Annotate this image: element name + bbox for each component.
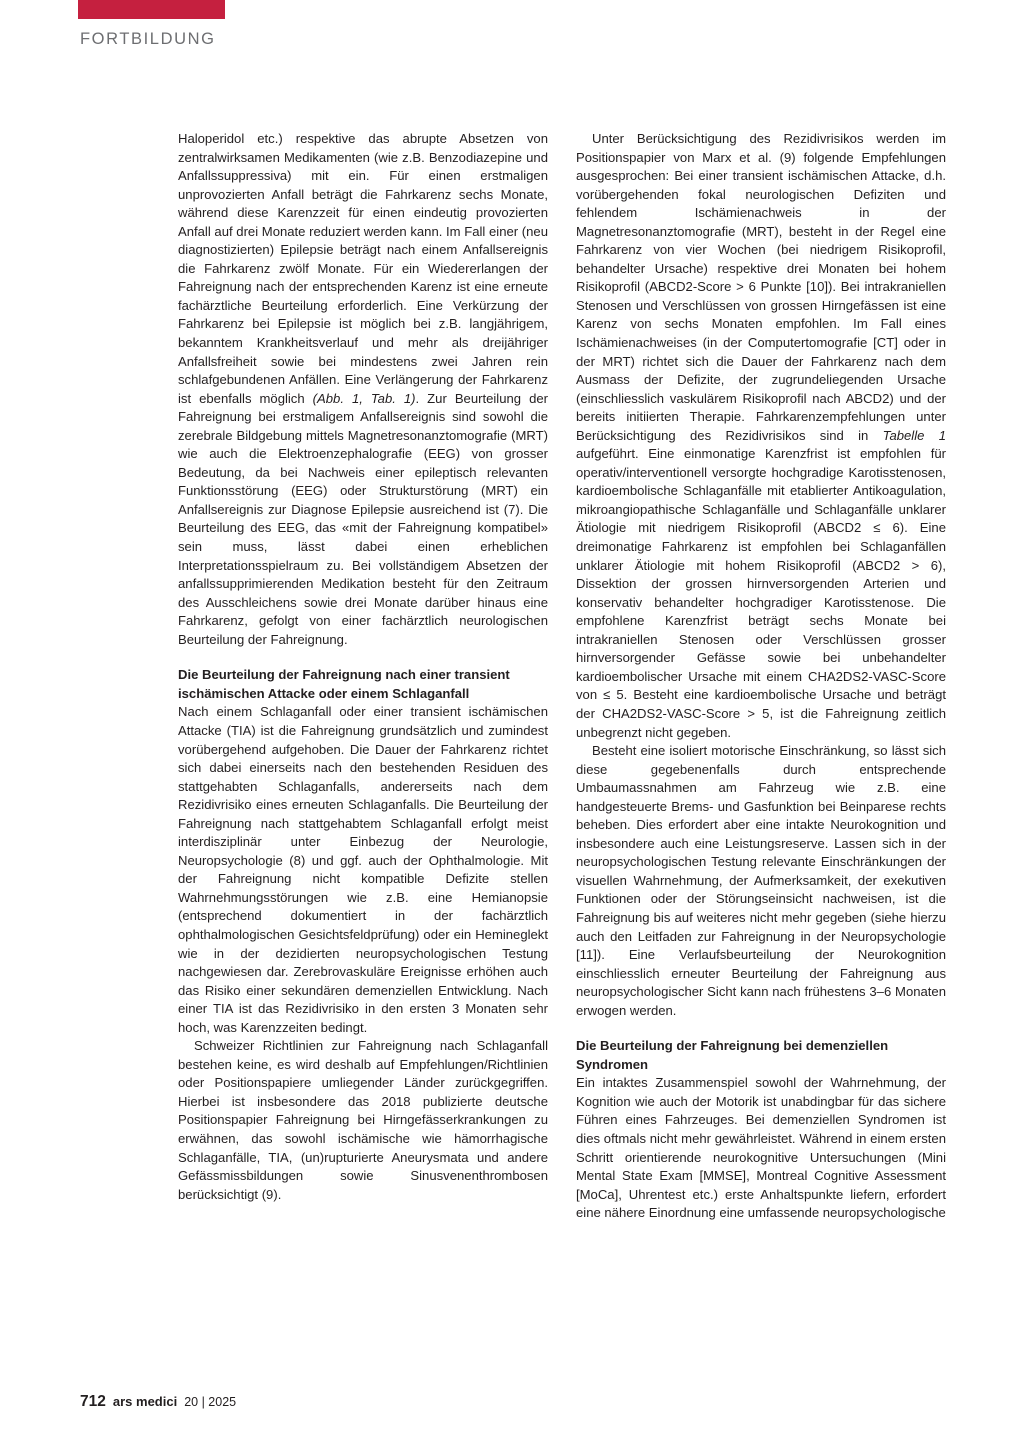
section-heading-stroke: Die Beurteilung der Fahreignung nach einer transient ischämischen Attacke oder einem Schlaganfall — [178, 667, 510, 701]
paragraph-left-1 — [178, 130, 548, 649]
running-head: FORTBILDUNG — [80, 30, 216, 48]
paragraph-right-3: Ein intaktes Zusammenspiel sowohl der Wahrnehmung, der Kognition wie auch der Motorik ist unabdingbar für das sichere Führen eines Fahrzeuges. Bei demenziellen Syndromen ist dies oftmals nicht mehr gewährleistet. Während in einem ersten Schritt orientierende neurokognitive Untersuchungen (Mini Mental State Exam [MMSE], Montreal Cognitive Assessment [MoCa], Uhrentest etc.) erste Anhaltspunkte liefern, erfordert eine nähere Einordnung eine umfassende neuropsychologische — [576, 1075, 946, 1221]
paragraph-left-2: Nach einem Schlaganfall oder einer transient ischämischen Attacke (TIA) ist die Fahreignung grundsätzlich und zumindest vorübergehend aufgehoben. Die Dauer der Fahrkarenz richtet sich dabei einerseits nach den bestehenden Residuen des stattgehabten Schlaganfalls, andererseits nach dem Rezidivrisiko eines erneuten Schlaganfalls. Die Beurteilung der Fahreignung nach stattgehabtem Schlaganfall erfolgt meist interdisziplinär unter Einbezug der Neurologie, Neuropsychologie (8) und ggf. auch der Ophthalmologie. Mit der Fahreignung nicht kompatible Defizite stellen Wahrnehmungsstörungen wie z.B. eine Hemianopsie (entsprechend dokumentiert in der fachärztlich ophthalmologischen Gesichtsfeldprüfung) oder ein Hemineglekt wie in der dezidierten neuropsychologischen Testung nachgewiesen dar. Zerebrovaskuläre Ereignisse erhöhen auch das Risiko einer sekundären demenziellen Entwicklung. Nach einer TIA ist das Rezidivrisiko in den ersten 3 Monaten sehr hoch, was Karenzzeiten bedingt. — [178, 704, 548, 1035]
paragraph-right-1-continued: aufgeführt. Eine einmonatige Karenzfrist ist empfohlen für operativ/interventionell versorgte hochgradige Karotisstenosen, kardioembolische Schlaganfälle mit etablierter Antikoagulation, mikroangiopathische Schlaganfälle und Schlaganfälle unklarer Ätiologie mit niedrigem Risikoprofil (ABCD2 ≤ 6). Eine dreimonatige Fahrkarenz ist empfohlen bei Schlaganfällen unklarer Ätiologie mit hohem Risikoprofil (ABCD2 > 6), Dissektion der grossen hirnversorgenden Arterien und konservativ behandelter hochgradiger Karotisstenose. Die empfohlene Karenzfrist beträgt sechs Monate bei intrakraniellen Stenosen oder Verschlüssen grosser hirnversorgender Gefässe sowie bei unbehandelter kardioembolischer Ursache mit einem CHA2DS2-VASC-Score von ≤ 5. Besteht eine kardioembolische Ursache und beträgt der CHA2DS2-VASC-Score > 5, ist die Fahreignung zeitlich unbegrenzt nicht gegeben. — [576, 446, 946, 740]
accent-corner-mark — [78, 0, 225, 19]
paragraph-right-1 — [576, 130, 946, 742]
journal-issue: 20 | 2025 — [184, 1395, 237, 1409]
paragraph-right-1-table-ref: Tabelle 1 — [882, 427, 946, 443]
paragraph-left-3: Schweizer Richtlinien zur Fahreignung nach Schlaganfall bestehen keine, es wird deshalb auf Empfehlungen/Richtlinien oder Positionspapiere umliegender Länder zurückgegriffen. Hierbei ist insbesondere das 2018 publizierte deutsche Positionspapier Fahreignung bei Hirngefässerkrankungen zu erwähnen, das sowohl ischämische wie hämorrhagische Schlaganfälle, TIA, (un)rupturierte Aneurysmata und andere Gefässmissbildungen sowie Sinusvenenthrombosen berücksichtigt (9). — [178, 1038, 548, 1202]
paragraph-left-1-continued: . Zur Beurteilung der Fahreignung bei erstmaligem Anfallsereignis sind sowohl die zerebrale Bildgebung mittels Magnetresonanztomografie (MRT) wie auch die Elektroenzephalografie (EEG) von grosser Bedeutung, da bei Nachweis einer epileptisch relevanten Funktionsstörung (EEG) oder Strukturstörung (MRT) ein Anfallsereignis zur Diagnose Epilepsie ausreichend ist (7). Die Beurteilung des EEG, das «mit der Fahreignung kompatibel» sein muss, lässt dabei einen erheblichen Interpretationsspielraum zu. Bei vollständigem Absetzen der anfallssupprimierenden Medikation besteht für den Zeitraum des Ausschleichens sowie drei Monate darüber hinaus eine Fahrkarenz, gefolgt von einer fachärztlich neurologischen Beurteilung der Fahreignung. — [178, 390, 548, 647]
section-heading-dementia: Die Beurteilung der Fahreignung bei demenziellen Syndromen — [576, 1038, 889, 1072]
right-column — [576, 130, 946, 1223]
paragraph-right-2: Besteht eine isoliert motorische Einschränkung, so lässt sich diese gegebenenfalls durch entsprechende Umbaumassnahmen am Fahrzeug wie z.B. eine handgesteuerte Brems- und Gasfunktion bei Beinparese rechts beheben. Dies erfordert aber eine intakte Neurokognition und insbesondere auch eine Leistungsreserve. Lassen sich in der neuropsychologischen Testung relevante Einschränkungen der visuellen Wahrnehmung, der Aufmerksamkeit, der exekutiven Funktionen oder der Störungseinsicht nachweisen, ist die Fahreignung bis auf weiteres nicht mehr gegeben (siehe hierzu auch den Leitfaden zur Fahreignung in der Neuropsychologie [11]). Eine Verlaufsbeurteilung der Neurokognition einschliesslich erneuter Beurteilung der Fahreignung aus neuropsychologischer Sicht kann nach frühestens 3–6 Monaten erwogen werden. — [576, 743, 946, 1018]
paragraph-left-1-figure-ref: (Abb. 1, Tab. 1) — [312, 390, 416, 406]
page-number: 712 — [80, 1393, 106, 1410]
paragraph-left-1-text: Haloperidol etc.) respektive das abrupte Absetzen von zentralwirksamen Medikamenten (wie z.B. Benzodiazepine und Anfallssuppressiva) mit ein. Für einen erstmaligen unprovozierten Anfall beträgt die Fahrkarenz sechs Monate, während diese Karenzzeit für einen eindeutig provozierten Anfall auf drei Monate reduziert werden kann. Im Fall einer (neu diagnostizierten) Epilepsie beträgt nach einem Anfallsereignis die Fahrkarenz zwölf Monate. Für ein Wiedererlangen der Fahreignung nach der entsprechenden Karenz ist eine erneute fachärztliche Beurteilung erforderlich. Eine Verkürzung der Fahrkarenz bei Epilepsie ist möglich bei z.B. langjährigem, bekanntem Krankheitsverlauf und mehr als dreijähriger Anfallsfreiheit sowie bei mindestens zwei Jahren rein schlafgebundenen Anfällen. Eine Verlängerung der Fahrkarenz ist ebenfalls möglich — [178, 131, 548, 406]
journal-name: ars medici — [112, 1394, 178, 1409]
left-column — [178, 130, 548, 1223]
article-body — [178, 130, 946, 1223]
page-footer — [80, 1393, 236, 1411]
paragraph-right-1-text: Unter Berücksichtigung des Rezidivrisikos werden im Positionspapier von Marx et al. (9) folgende Empfehlungen ausgesprochen: Bei einer transient ischämischen Attacke, d.h. vorübergehenden fokal neurologischen Defiziten und fehlendem Ischämienachweis in der Magnetresonanztomografie (MRT), besteht in der Regel eine Fahrkarenz von vier Wochen (bei niedrigem Risikoprofil, behandelter Ursache) respektive drei Monaten bei hohem Risikoprofil (ABCD2-Score > 6 Punkte [10]). Bei intrakraniellen Stenosen und Verschlüssen von grossen Hirngefässen ist eine Karenz von sechs Monaten empfohlen. Im Fall eines Ischämienachweises (in der Computertomografie [CT] oder in der MRT) richtet sich die Dauer der Fahrkarenz nach dem Ausmass der Defizite, der zugrundeliegenden Ursache (einschliesslich vaskulärem Risikoprofil nach ABCD2) und der bereits initiierten Therapie. Fahrkarenzempfehlungen unter Berücksichtigung des Rezidivrisikos sind in — [576, 131, 946, 443]
